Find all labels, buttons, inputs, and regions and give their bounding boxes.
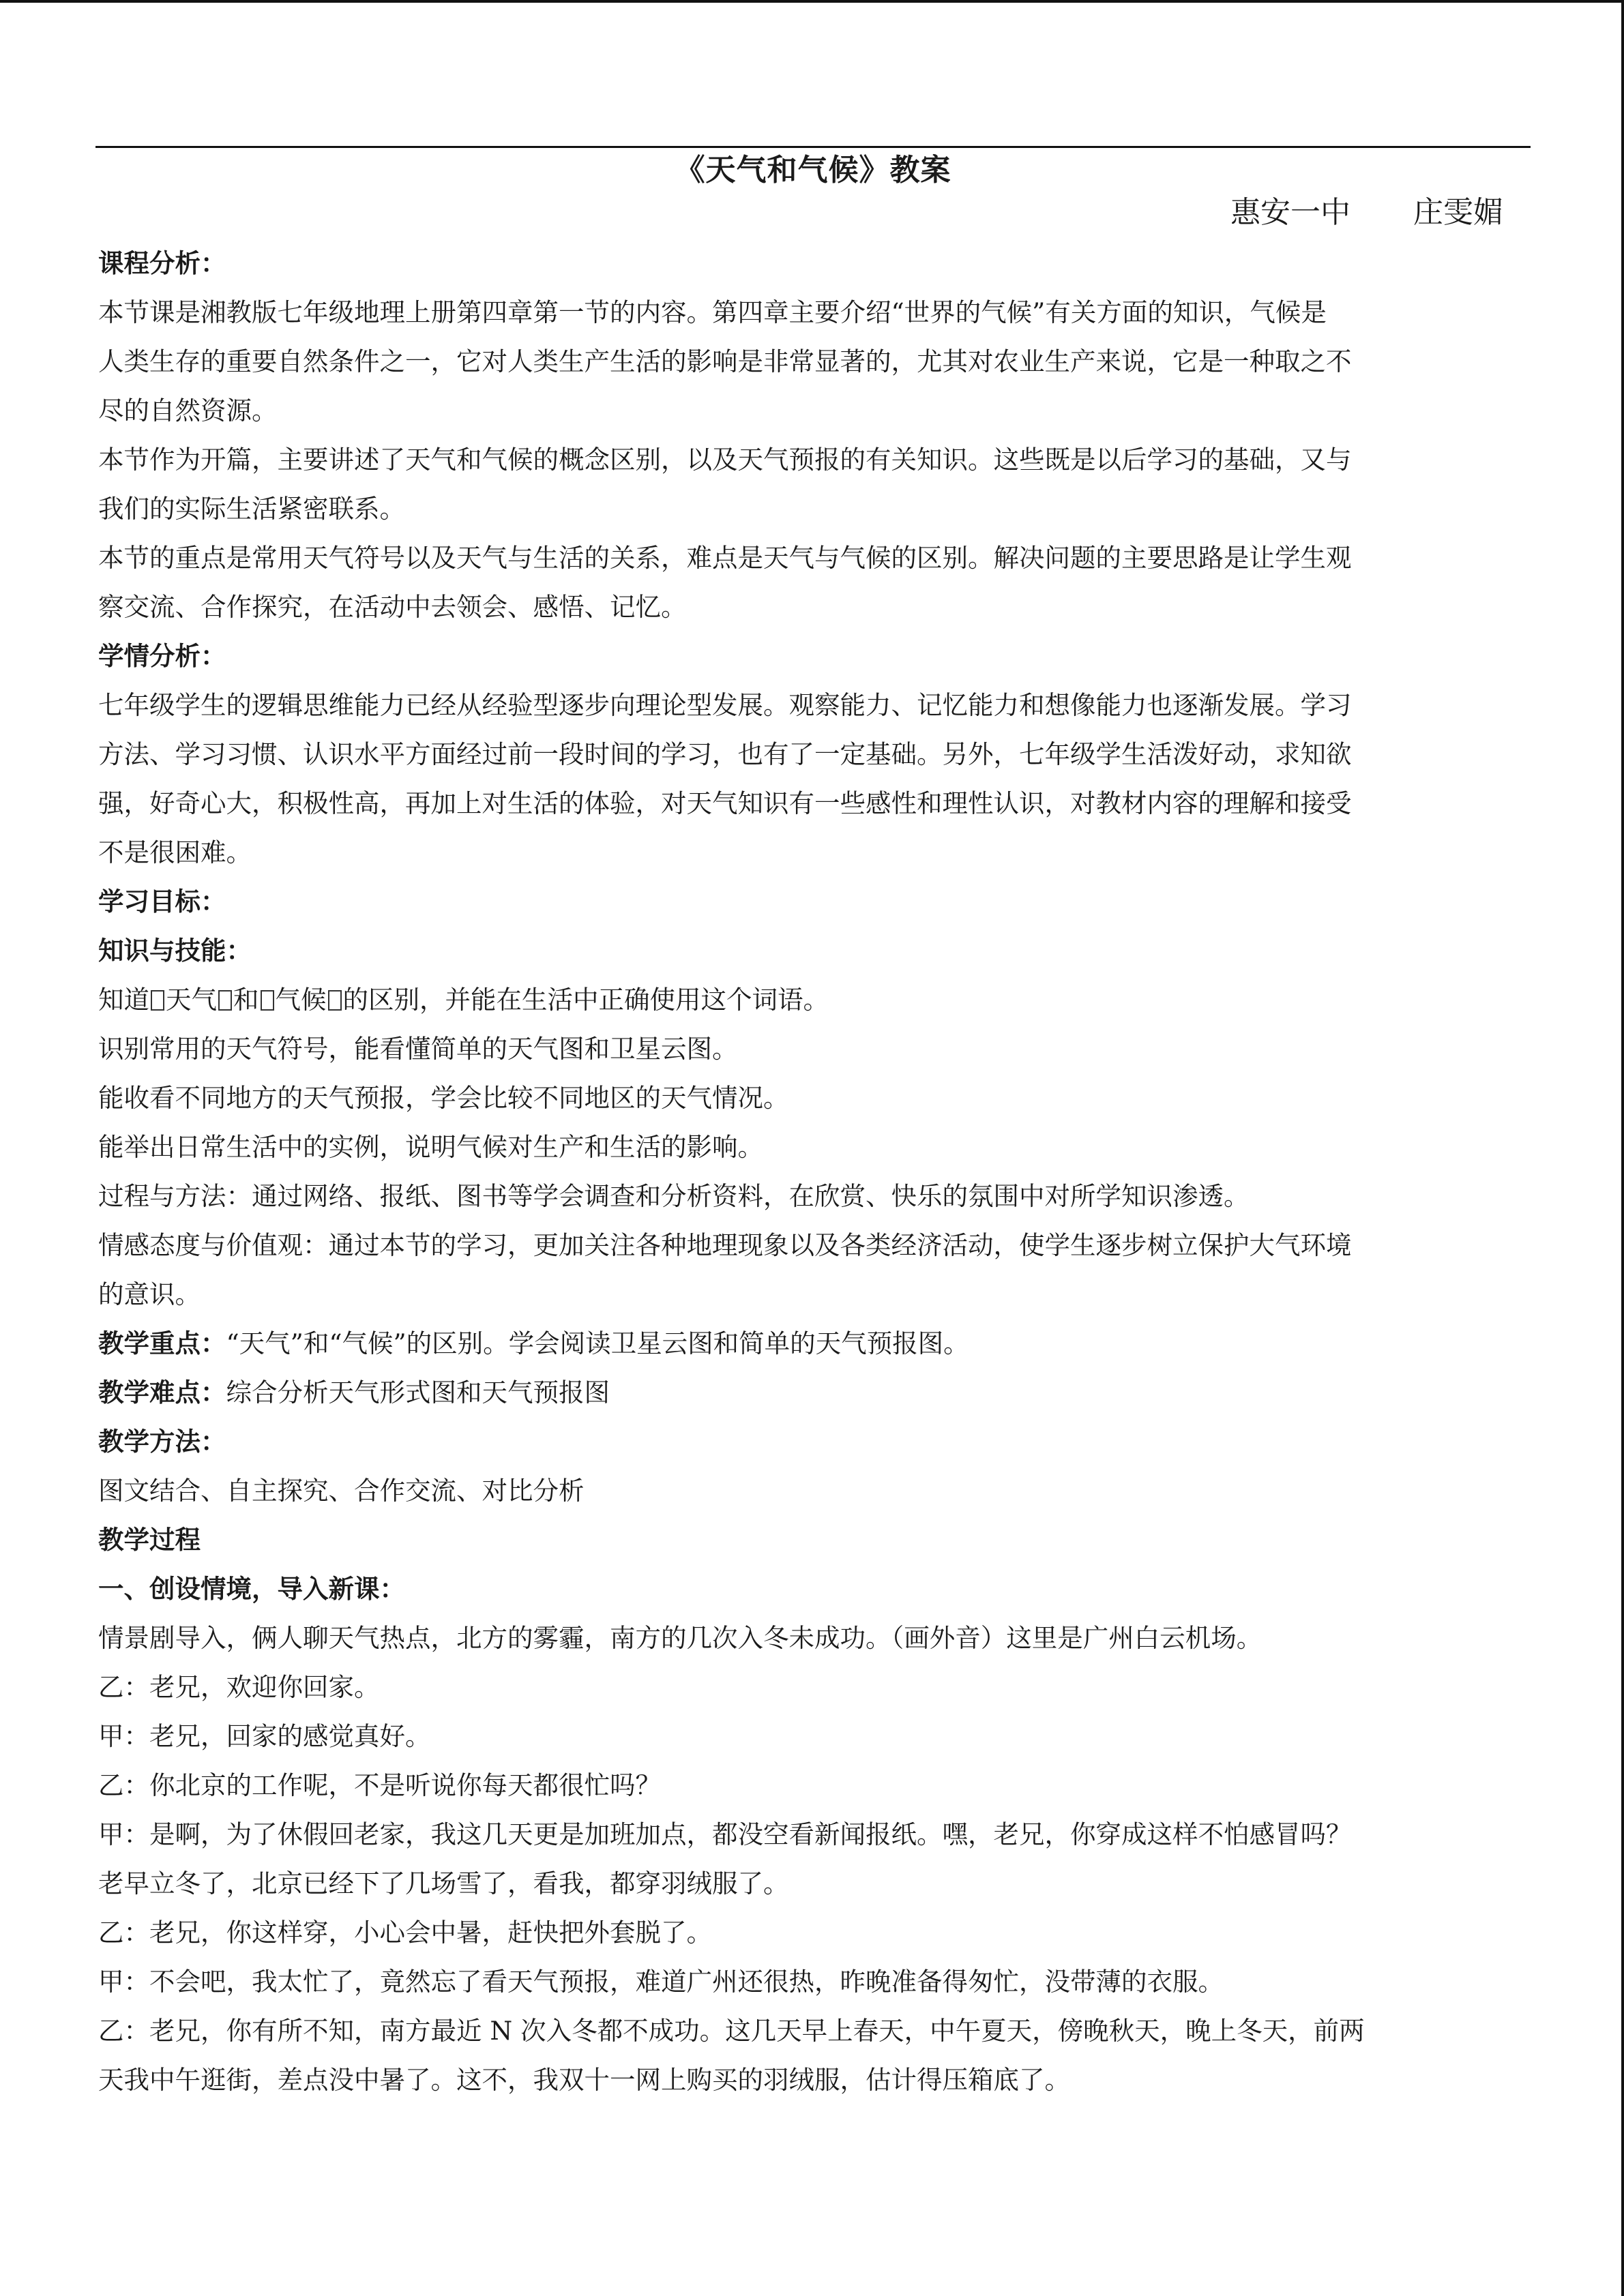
paragraph-line: 的意识。 — [98, 1279, 201, 1309]
paragraph-line: 乙：老兄，你有所不知，南方最近 N 次入冬都不成功。这几天早上春天，中午夏天，傍晚秋天，晚上冬天，前两 — [98, 2016, 1365, 2046]
paragraph-line: 老早立冬了，北京已经下了几场雪了，看我，都穿羽绒服了。 — [98, 1868, 789, 1898]
paragraph-line: 图文结合、自主探究、合作交流、对比分析 — [98, 1476, 585, 1506]
section-heading: 课程分析： — [98, 248, 226, 278]
document-body — [98, 239, 1517, 2104]
paragraph-line: 识别常用的天气符号，能看懂简单的天气图和卫星云图。 — [98, 1034, 738, 1064]
text-segment: 和 — [233, 985, 259, 1015]
document-title: 《天气和气候》教案 — [675, 153, 951, 188]
labeled-paragraph — [98, 1319, 1517, 1368]
section-heading: 知识与技能： — [98, 936, 252, 966]
missing-glyph-box — [261, 990, 274, 1011]
author-name: 庄雯媚 — [1413, 195, 1503, 230]
paragraph-line: 察交流、合作探究，在活动中去领会、感悟、记忆。 — [98, 592, 687, 622]
paragraph-line — [98, 975, 1517, 1024]
paragraph-line: 乙：老兄，你这样穿，小心会中暑，赶快把外套脱了。 — [98, 1918, 712, 1948]
author-school: 惠安一中 — [1230, 195, 1350, 230]
paragraph-text: 综合分析天气形式图和天气预报图 — [226, 1377, 610, 1407]
section-heading: 教学方法： — [98, 1427, 226, 1457]
paragraph-line: 甲：老兄，回家的感觉真好。 — [98, 1721, 431, 1751]
paragraph-label: 教学难点： — [98, 1377, 226, 1407]
labeled-paragraph — [98, 1368, 1517, 1417]
paragraph-line: 本节的重点是常用天气符号以及天气与生活的关系，难点是天气与气候的区别。解决问题的主要思路是让学生观 — [98, 543, 1352, 573]
paragraph-line: 能举出日常生活中的实例，说明气候对生产和生活的影响。 — [98, 1132, 763, 1162]
text-segment: 的区别，并能在生活中正确使用这个词语。 — [342, 985, 829, 1015]
paragraph-line: 甲：不会吧，我太忙了，竟然忘了看天气预报，难道广州还很热，昨晚准备得匆忙，没带薄的衣服。 — [98, 1967, 1224, 1997]
paragraph-line: 能收看不同地方的天气预报，学会比较不同地区的天气情况。 — [98, 1083, 789, 1113]
paragraph-line: 强，好奇心大，积极性高，再加上对生活的体验，对天气知识有一些感性和理性认识，对教材内容的理解和接受 — [98, 788, 1352, 818]
section-heading: 学习目标： — [98, 886, 226, 916]
section-heading: 教学过程 — [98, 1525, 201, 1555]
paragraph-line: 尽的自然资源。 — [98, 396, 278, 426]
section-heading: 一、创设情境，导入新课： — [98, 1574, 405, 1604]
page-frame-top — [0, 0, 1624, 3]
page-frame-right — [1621, 0, 1624, 2296]
paragraph-line: 天我中午逛街，差点没中暑了。这不，我双十一网上购买的羽绒服，估计得压箱底了。 — [98, 2065, 1070, 2095]
paragraph-label: 教学重点： — [98, 1328, 226, 1358]
missing-glyph-box — [151, 990, 164, 1011]
missing-glyph-box — [218, 990, 232, 1011]
paragraph-line: 本节作为开篇，主要讲述了天气和气候的概念区别，以及天气预报的有关知识。这些既是以后学习的基础，又与 — [98, 445, 1352, 475]
paragraph-line: 情景剧导入，俩人聊天气热点，北方的雾霾，南方的几次入冬未成功。（画外音）这里是广州白云机场。 — [98, 1623, 1263, 1653]
paragraph-line: 乙：老兄，欢迎你回家。 — [98, 1672, 380, 1702]
text-segment: 知道 — [98, 985, 149, 1015]
text-segment: 天气 — [166, 985, 217, 1015]
paragraph-line: 七年级学生的逻辑思维能力已经从经验型逐步向理论型发展。观察能力、记忆能力和想像能力也逐渐发展。学习 — [98, 690, 1352, 720]
text-segment: 气候 — [275, 985, 327, 1015]
header-rule — [95, 146, 1531, 148]
paragraph-line: 不是很困难。 — [98, 837, 252, 867]
paragraph-line: 乙：你北京的工作呢，不是听说你每天都很忙吗？ — [98, 1770, 661, 1800]
missing-glyph-box — [328, 990, 342, 1011]
paragraph-line: 方法、学习习惯、认识水平方面经过前一段时间的学习，也有了一定基础。另外，七年级学生活泼好动，求知欲 — [98, 739, 1352, 769]
author-line — [1230, 194, 1503, 232]
paragraph-line: 过程与方法：通过网络、报纸、图书等学会调查和分析资料，在欣赏、快乐的氛围中对所学知识渗透。 — [98, 1181, 1250, 1211]
paragraph-line: 情感态度与价值观：通过本节的学习，更加关注各种地理现象以及各类经济活动，使学生逐步树立保护大气环境 — [98, 1230, 1352, 1260]
paragraph-line: 人类生存的重要自然条件之一，它对人类生产生活的影响是非常显著的，尤其对农业生产来说，它是一种取之不 — [98, 346, 1352, 376]
paragraph-line: 本节课是湘教版七年级地理上册第四章第一节的内容。第四章主要介绍“世界的气候”有关方面的知识，气候是 — [98, 297, 1327, 327]
paragraph-line: 甲：是啊，为了休假回老家，我这几天更是加班加点，都没空看新闻报纸。嘿，老兄，你穿成这样不怕感冒吗？ — [98, 1819, 1352, 1849]
paragraph-text: “天气”和“气候”的区别。学会阅读卫星云图和简单的天气预报图。 — [226, 1328, 969, 1358]
section-heading: 学情分析： — [98, 641, 226, 671]
paragraph-line: 我们的实际生活紧密联系。 — [98, 494, 405, 524]
